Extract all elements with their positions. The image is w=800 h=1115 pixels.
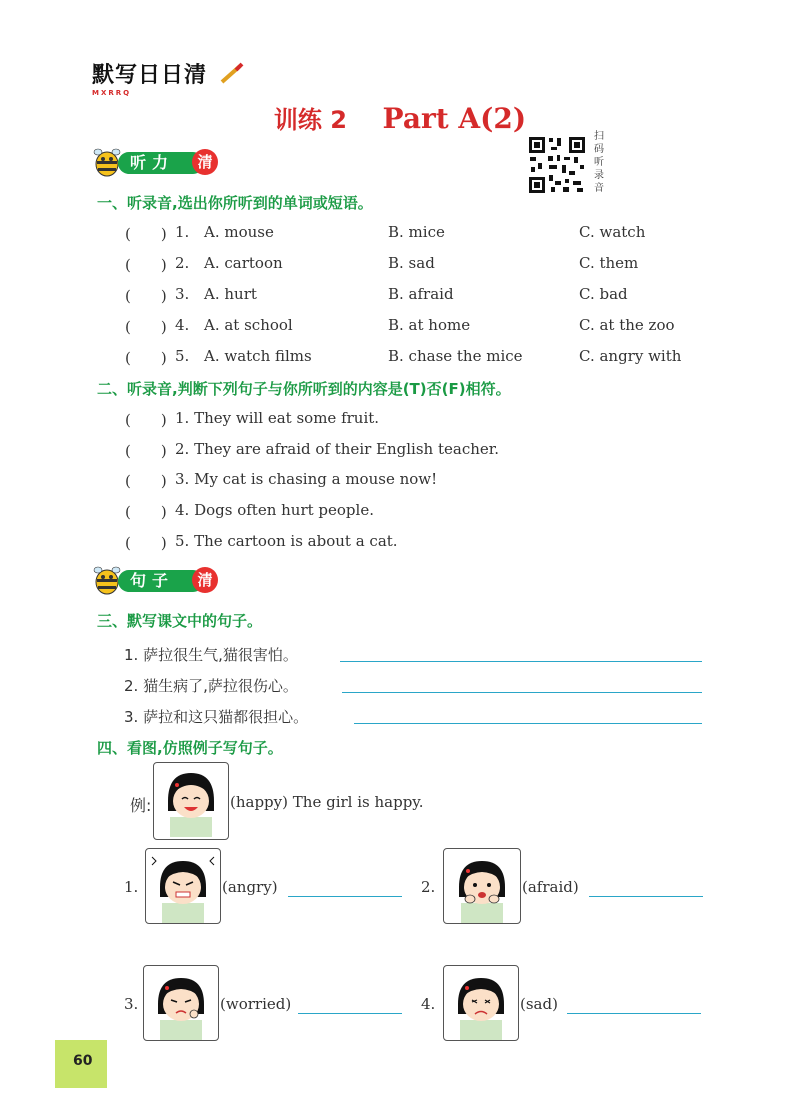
answer-paren[interactable]: ( ) [125,472,167,490]
qr-label-char: 音 [594,183,604,194]
qr-label-char: 扫 [594,131,604,142]
option-c: C. at the zoo [579,316,675,334]
example-word: (happy) [230,793,288,811]
worried-face-icon [144,966,218,1040]
girl-afraid-image [443,848,521,924]
translation-prompt: 3. 萨拉和这只猫都很担心。 [124,708,309,726]
afraid-face-icon [444,849,520,923]
option-b: B. afraid [388,285,454,303]
option-a: A. cartoon [204,254,283,272]
sentence-badge-circle: 清 [192,567,218,593]
example-sentence: The girl is happy. [292,793,424,811]
answer-line[interactable] [288,896,402,897]
translation-prompt: 1. 萨拉很生气,猫很害怕。 [124,646,298,664]
part4-heading: 四、看图,仿照例子写句子。 [97,739,283,757]
item-number: 4. [175,316,190,334]
item-number: 5. [175,347,190,365]
option-c: C. them [579,254,639,272]
badge-char: 力 [152,153,175,172]
title-lesson: 训练 2 [273,106,347,134]
answer-line[interactable] [354,723,702,724]
item-number: 2. [421,878,436,896]
prompt-word: (afraid) [522,878,579,896]
prompt-word: (worried) [220,995,292,1013]
statement-text: 1. They will eat some fruit. [175,409,380,427]
brand-subtitle: MXRRQ [92,89,132,97]
option-c: C. watch [579,223,646,241]
statement-text: 2. They are afraid of their English teacher. [175,440,500,458]
qr-label-char: 听 [594,157,604,168]
translation-prompt: 2. 猫生病了,萨拉很伤心。 [124,677,298,695]
qr-code-icon[interactable] [527,135,587,195]
listening-badge-circle: 清 [192,149,218,175]
option-b: B. at home [388,316,471,334]
qr-label-char: 录 [594,170,604,181]
option-a: A. mouse [204,223,274,241]
example-row [230,793,424,811]
statement-text: 4. Dogs often hurt people. [175,501,374,519]
part2-heading: 二、听录音,判断下列句子与你所听到的内容是(T)否(F)相符。 [97,380,511,398]
answer-line[interactable] [342,692,702,693]
option-a: A. hurt [204,285,257,303]
prompt-word: (sad) [520,995,558,1013]
statement-text: 3. My cat is chasing a mouse now! [175,470,438,488]
answer-paren[interactable]: ( ) [125,225,167,243]
sad-face-icon [444,966,518,1040]
answer-paren[interactable]: ( ) [125,503,167,521]
brand-logo [92,58,252,98]
answer-paren[interactable]: ( ) [125,534,167,552]
answer-line[interactable] [298,1013,402,1014]
girl-angry-image [145,848,221,924]
option-c: C. bad [579,285,628,303]
answer-paren[interactable]: ( ) [125,318,167,336]
badge-char: 听 [130,153,153,172]
item-number: 3. [175,285,190,303]
part3-heading: 三、默写课文中的句子。 [97,612,263,630]
list-item [125,501,374,522]
option-c: C. angry with [579,347,682,365]
list-item [125,532,398,553]
pen-icon [220,62,244,86]
item-number: 2. [175,254,190,272]
item-number: 3. [124,995,139,1013]
list-item [125,470,438,491]
option-a: A. at school [204,316,293,334]
answer-paren[interactable]: ( ) [125,349,167,367]
listening-section-badge [92,146,232,176]
sentence-section-badge [92,564,232,594]
badge-char: 句 [130,571,153,590]
statement-text: 5. The cartoon is about a cat. [175,532,398,550]
option-b: B. sad [388,254,435,272]
list-item [125,440,500,461]
title-part: Part A(2) [382,102,527,135]
girl-worried-image [143,965,219,1041]
answer-paren[interactable]: ( ) [125,256,167,274]
qr-label-char: 码 [594,144,604,155]
item-number: 1. [175,223,190,241]
item-number: 1. [124,878,139,896]
example-label: 例: [130,796,152,815]
option-a: A. watch films [204,347,312,365]
prompt-word: (angry) [222,878,278,896]
girl-sad-image [443,965,519,1041]
answer-paren[interactable]: ( ) [125,442,167,460]
brand-title: 默写日日清 [92,63,208,88]
page-number-tab [55,1040,107,1088]
list-item [125,409,380,430]
answer-paren[interactable]: ( ) [125,287,167,305]
option-b: B. chase the mice [388,347,523,365]
answer-line[interactable] [589,896,703,897]
answer-paren[interactable]: ( ) [125,411,167,429]
page-title [0,100,800,135]
angry-face-icon [146,849,220,923]
page-number: 60 [73,1053,93,1069]
item-number: 4. [421,995,436,1013]
badge-char: 子 [152,571,175,590]
happy-face-icon [154,763,228,839]
answer-line[interactable] [567,1013,701,1014]
girl-happy-image [153,762,229,840]
qr-label [594,130,608,195]
part1-heading: 一、听录音,选出你所听到的单词或短语。 [97,194,373,212]
option-b: B. mice [388,223,445,241]
answer-line[interactable] [340,661,702,662]
